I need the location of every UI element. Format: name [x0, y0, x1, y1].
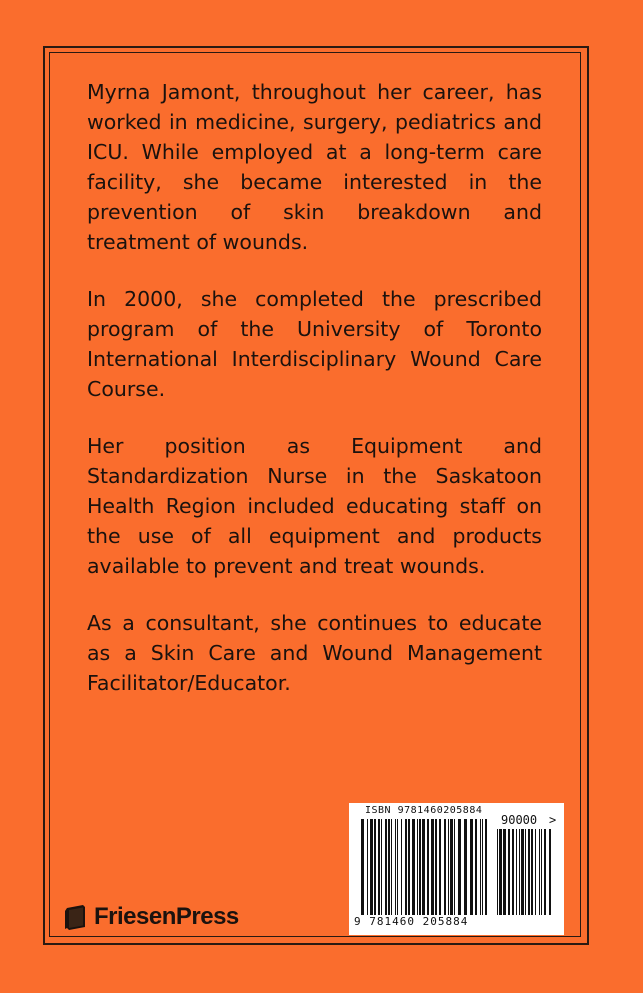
barcode-addon-bars [497, 829, 553, 919]
bio-paragraph-1: Myrna Jamont, throughout her career, has worked in medicine, surgery, pediatrics and ICU. While employed at a long-term care facility, she became interested in the prevention of skin breakdown and treatment of wounds. [87, 80, 542, 254]
barcode-bar [417, 819, 418, 915]
barcode-bar [531, 829, 533, 915]
isbn-digits: 9 781460 205884 [354, 915, 469, 928]
barcode-bar [381, 819, 382, 915]
barcode-bar [497, 829, 498, 915]
barcode-bar [480, 819, 481, 915]
barcode-bar [450, 819, 453, 915]
publisher-logo [63, 902, 239, 932]
bio-paragraph-4: As a consultant, she continues to educate as a Skin Care and Wound Management Facilitator/Educator. [87, 611, 542, 695]
barcode-bar [516, 829, 517, 915]
barcode-bar [378, 819, 380, 915]
barcode-bar [385, 819, 387, 915]
barcode-bar [408, 819, 410, 915]
barcode-bar [435, 819, 437, 915]
price-code: 90000 [501, 813, 538, 827]
barcode-bar [485, 819, 487, 915]
barcode-bar [370, 819, 373, 915]
barcode-bar [448, 819, 449, 915]
publisher-name: FriesenPress [94, 903, 239, 930]
barcode-bar [525, 829, 526, 915]
barcode-bar [528, 829, 530, 915]
barcode-bar [499, 829, 502, 915]
barcode-bar [475, 819, 477, 915]
barcode-bar [549, 829, 551, 915]
bio-paragraph-3: Her position as Equipment and Standardization Nurse in the Saskatoon Health Region included educating staff on the use of all equipment and products available to prevent and treat wounds. [87, 434, 542, 578]
barcode-bar [367, 819, 368, 915]
barcode-bar [395, 819, 396, 915]
barcode-bar [512, 829, 514, 915]
barcode [349, 803, 564, 935]
barcode-bar [397, 819, 398, 915]
isbn-label: ISBN 9781460205884 [365, 805, 483, 816]
barcode-bar [419, 819, 421, 915]
barcode-bar [391, 819, 392, 915]
barcode-bar [470, 819, 473, 915]
barcode-bar [439, 819, 441, 915]
barcode-bar [521, 829, 524, 915]
barcode-bar [539, 829, 540, 915]
barcode-bar [422, 819, 425, 915]
barcode-bar [519, 829, 520, 915]
barcode-bar [541, 829, 542, 915]
book-icon [63, 903, 89, 931]
barcode-bar [405, 819, 407, 915]
barcode-bar [444, 819, 446, 915]
barcode-bars [361, 819, 491, 919]
barcode-bar [388, 819, 390, 915]
barcode-bar [412, 819, 415, 915]
barcode-bar [401, 819, 402, 915]
barcode-bar [431, 819, 434, 915]
barcode-bar [482, 819, 483, 915]
barcode-bar [454, 819, 455, 915]
barcode-bar [503, 829, 506, 915]
barcode-bar [458, 819, 461, 915]
barcode-bar [535, 829, 536, 915]
bio-paragraph-2: In 2000, she completed the prescribed program of the University of Toronto International Interdisciplinary Wound Care Course. [87, 287, 542, 401]
barcode-bar [464, 819, 467, 915]
barcode-bar [374, 819, 376, 915]
barcode-bar [427, 819, 429, 915]
price-arrow: > [549, 813, 557, 827]
barcode-bar [361, 819, 364, 915]
author-bio [87, 77, 542, 725]
barcode-bar [544, 829, 546, 915]
barcode-bar [508, 829, 510, 915]
